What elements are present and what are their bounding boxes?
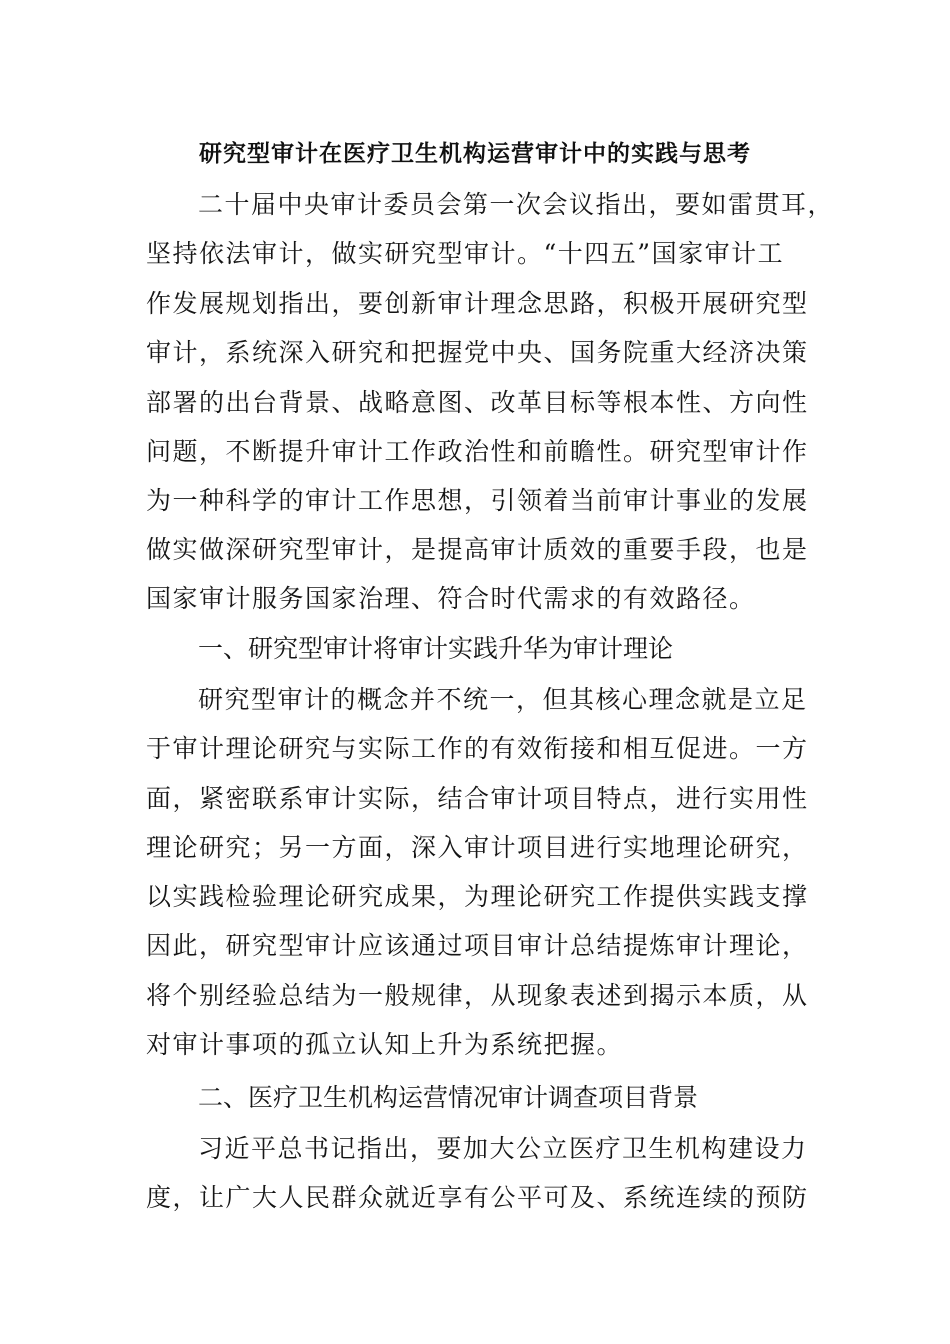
paragraph-2-line-6: 因此，研究型审计应该通过项目审计总结提炼审计理论， (146, 931, 809, 960)
paragraph-3-line-1: 习近平总书记指出，要加大公立医疗卫生机构建设力 (198, 1134, 808, 1163)
paragraph-2-line-4: 理论研究；另一方面，深入审计项目进行实地理论研究， (146, 833, 809, 862)
paragraph-3-line-2: 度，让广大人民群众就近享有公平可及、系统连续的预防 (146, 1183, 809, 1212)
paragraph-1-line-6: 问题，不断提升审计工作政治性和前瞻性。研究型审计作 (146, 437, 809, 466)
paragraph-2-line-5: 以实践检验理论研究成果，为理论研究工作提供实践支撑 (146, 882, 809, 911)
paragraph-1-line-4: 审计，系统深入研究和把握党中央、国务院重大经济决策 (146, 338, 809, 367)
section-heading-1: 一、研究型审计将审计实践升华为审计理论 (198, 634, 674, 663)
paragraph-2-line-3: 面，紧密联系审计实际，结合审计项目特点，进行实用性 (146, 784, 809, 813)
document-title: 研究型审计在医疗卫生机构运营审计中的实践与思考 (199, 140, 751, 167)
paragraph-1-line-7: 为一种科学的审计工作思想，引领着当前审计事业的发展 (146, 486, 809, 515)
paragraph-1-line-1: 二十届中央审计委员会第一次会议指出，要如雷贯耳， (198, 190, 835, 219)
paragraph-1-line-2: 坚持依法审计，做实研究型审计。“十四五”国家审计工 (146, 239, 785, 268)
paragraph-2-line-7: 将个别经验总结为一般规律，从现象表述到揭示本质，从 (146, 981, 809, 1010)
paragraph-2-line-8: 对审计事项的孤立认知上升为系统把握。 (146, 1030, 624, 1059)
paragraph-1-line-3: 作发展规划指出，要创新审计理念思路，积极开展研究型 (146, 289, 809, 318)
paragraph-1-line-5: 部署的出台背景、战略意图、改革目标等根本性、方向性 (146, 388, 809, 417)
section-heading-2: 二、医疗卫生机构运营情况审计调查项目背景 (198, 1083, 699, 1112)
paragraph-2-line-1: 研究型审计的概念并不统一，但其核心理念就是立足 (198, 685, 808, 714)
paragraph-1-line-9: 国家审计服务国家治理、符合时代需求的有效路径。 (146, 584, 756, 613)
paragraph-2-line-2: 于审计理论研究与实际工作的有效衔接和相互促进。一方 (146, 734, 809, 763)
paragraph-1-line-8: 做实做深研究型审计，是提高审计质效的重要手段，也是 (146, 535, 809, 564)
